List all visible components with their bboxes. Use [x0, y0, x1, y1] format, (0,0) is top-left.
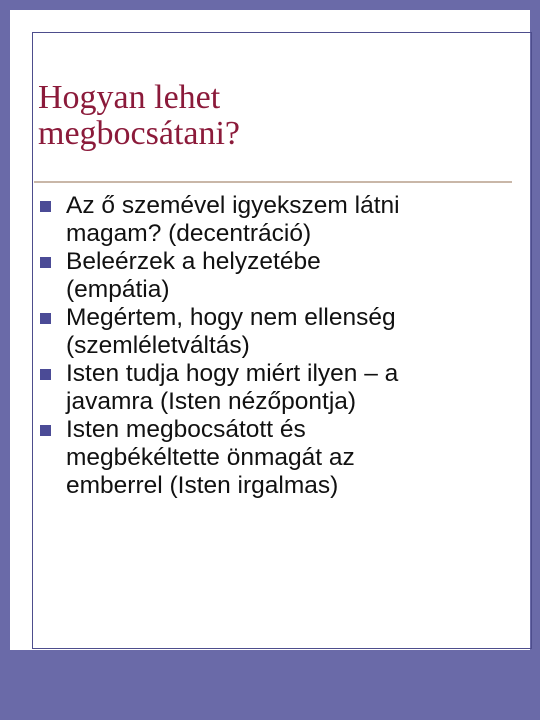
bullet-item-2 [14, 248, 514, 304]
square-bullet-icon [40, 425, 51, 436]
bullet-2-line-1: Beleérzek a helyzetébe [66, 248, 321, 275]
square-bullet-icon [40, 201, 51, 212]
title-line-1: Hogyan lehet [38, 79, 221, 116]
square-bullet-icon [40, 313, 51, 324]
title-line-2: megbocsátani? [38, 115, 241, 152]
bullet-item-1 [14, 192, 514, 248]
bullet-4-line-2: javamra (Isten nézőpontja) [66, 388, 357, 415]
bullet-item-4 [14, 360, 514, 416]
square-bullet-icon [40, 257, 51, 268]
title-divider [34, 181, 512, 183]
bullet-item-5 [14, 416, 514, 500]
slide-title [38, 80, 508, 152]
bullet-1-line-1: Az ő szemével igyekszem látni [66, 192, 400, 219]
bullet-2-line-2: (empátia) [66, 276, 170, 303]
bullet-5-line-3: emberrel (Isten irgalmas) [66, 472, 339, 499]
bullet-1-line-2: magam? (decentráció) [66, 220, 312, 247]
bullet-list [14, 192, 514, 500]
square-bullet-icon [40, 369, 51, 380]
bullet-3-line-2: (szemléletváltás) [66, 332, 250, 359]
bullet-5-line-1: Isten megbocsátott és [66, 416, 306, 443]
bullet-3-line-1: Megértem, hogy nem ellenség [66, 304, 396, 331]
bullet-item-3 [14, 304, 514, 360]
bullet-4-line-1: Isten tudja hogy miért ilyen – a [66, 360, 399, 387]
bullet-5-line-2: megbékéltette önmagát az [66, 444, 355, 471]
